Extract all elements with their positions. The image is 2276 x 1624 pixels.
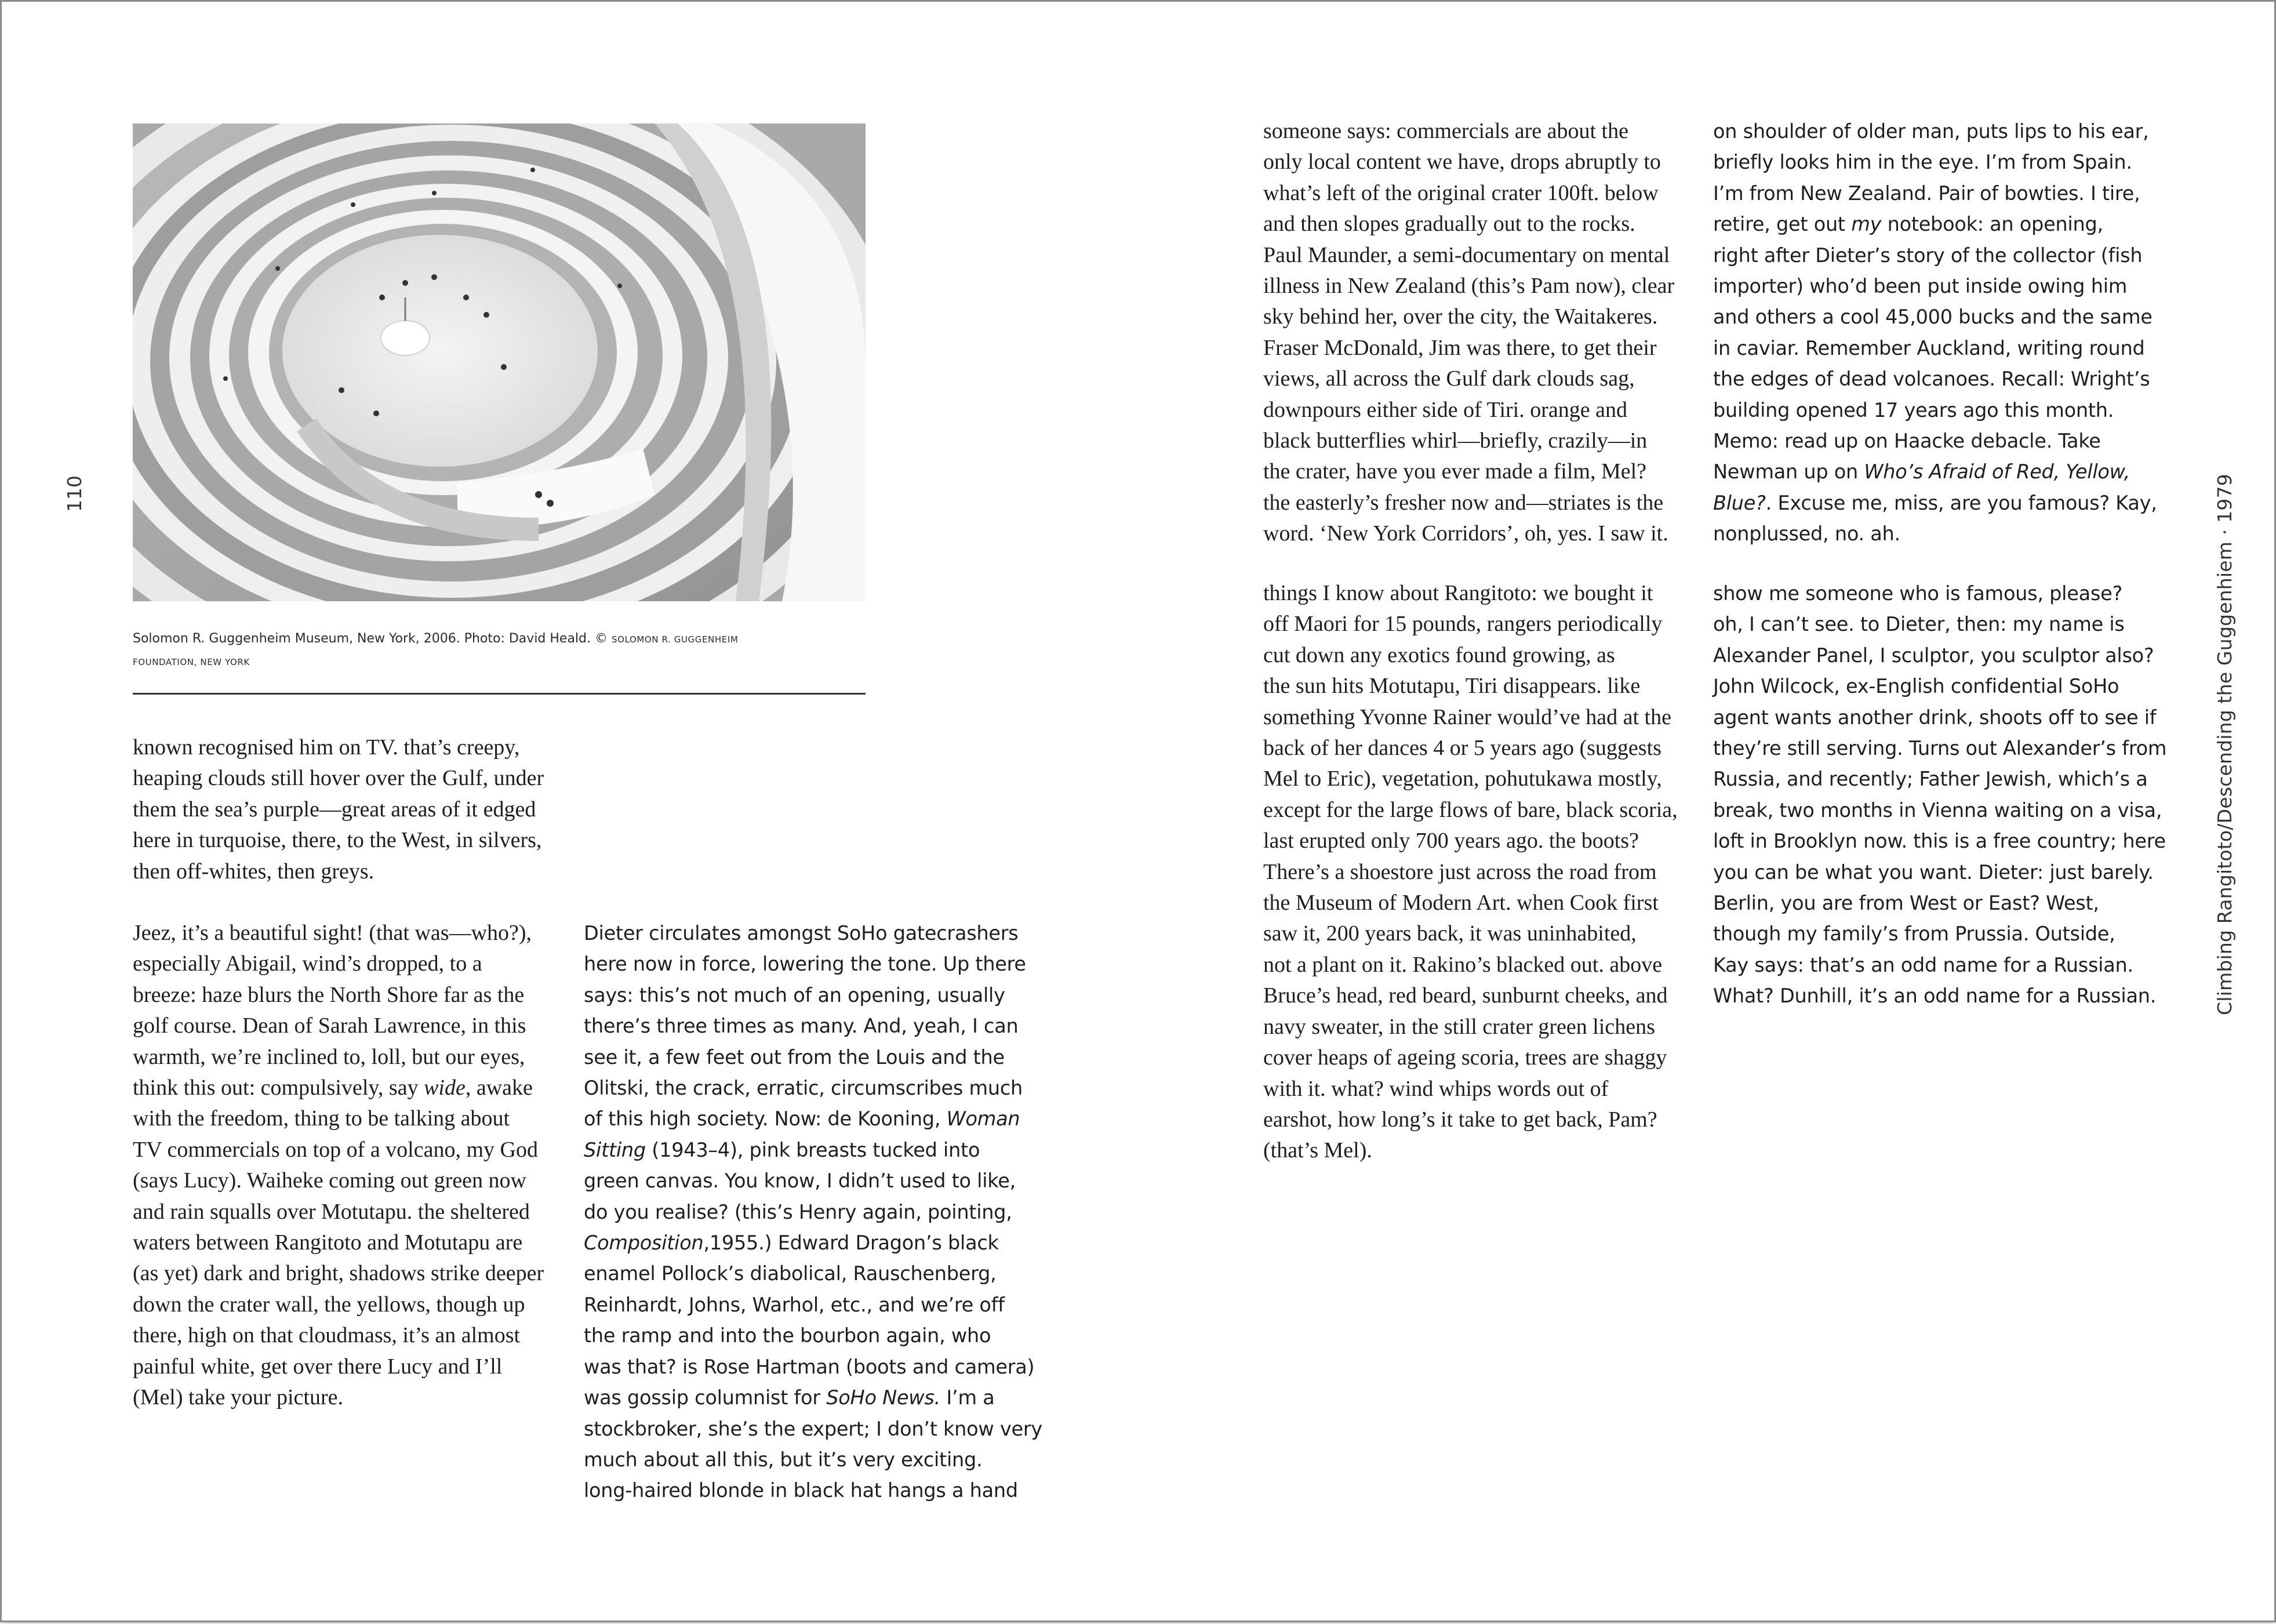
right-col2-para1-c: . Excuse me, miss, are you famous? Kay, nonplussed, no. ah. — [1713, 491, 2157, 546]
left-col2-italic-1: Woman Sitting — [584, 1107, 1020, 1161]
right-col1-para1: someone says: commercials are about the only local content we have, drops abruptly to what’s left of the original crater 100ft. below and then slopes gradually out to the rocks. Paul Maunder, a semi-documentary on mental illness in New Zealand (this’s Pam now), clear sky behind her, over the city, the Waitakeres. Fraser McDonald, Jim was there, to get their views, all across the Gulf dark clouds sag, downpours either side of Tiri. orange and black butterflies whirl—briefly, crazily—in the crater, have you ever made a film, Mel? the easterly’s fresher now and—striates is the word. ‘New York Corridors’, oh, yes. I saw it. — [1263, 119, 1675, 546]
left-col1-para2-italic: wide — [424, 1076, 466, 1100]
guggenheim-photo — [133, 123, 866, 601]
caption-rule — [133, 693, 866, 695]
left-page — [2, 2, 1140, 1624]
right-col2-para1-b: notebook: an opening, right after Dieter’s story of the collector (fish importer) who’d been put inside owing him and others a cool 45,000 bucks and the same in caviar. Remember Auckland, writing round the edges of dead volcanoes. Recall: Wright’s building opened 17 years ago this month. Memo: read up on Haacke debacle. Take Newman up on — [1713, 213, 2153, 484]
right-col2-para1 — [1713, 116, 2157, 550]
left-col2-text — [584, 918, 1042, 1506]
caption-text: Solomon R. Guggenheim Museum, New York, 2006. Photo: David Heald. © — [133, 631, 612, 646]
left-col2-b: (1943–4), pink breasts tucked into green canvas. You know, I didn’t used to like, do you realise? (this’s Henry again, pointing, — [584, 1138, 1016, 1223]
right-col2-para1-italic-1: my — [1851, 213, 1882, 236]
running-head: Climbing Rangitoto/Descending the Guggenhiem · 1979 — [2213, 474, 2236, 1015]
left-col2-italic-2: Composition — [584, 1231, 704, 1255]
left-col2-a: Dieter circulates amongst SoHo gatecrashers here now in force, lowering the tone. Up there says: this’s not much of an opening, usually there’s three times as many. And, yeah, I can see it, a few feet out from the Louis and the Olitski, the crack, erratic, circumscribes much of this high society. Now: de Kooning, — [584, 922, 1026, 1131]
left-col2-d: I’m a stockbroker, she’s the expert; I don’t know very much about all this, but it’s very exciting. long-haired blonde in black hat hangs a hand — [584, 1386, 1042, 1502]
left-col2-c: ,1955.) Edward Dragon’s black enamel Pollock’s diabolical, Rauschenberg, Reinhardt, Johns, Warhol, etc., and we’re off the ramp and into the bourbon again, who was that? is Rose Hartman (boots and camera) was gossip columnist for — [584, 1231, 1035, 1409]
left-col1-para2 — [133, 918, 544, 1414]
photo-caption — [133, 628, 866, 673]
right-col2-para1-italic-2: Who’s Afraid of Red, Yellow, Blue? — [1713, 460, 2130, 514]
left-col1-para2-a: Jeez, it’s a beautiful sight! (that was—who?), especially Abigail, wind’s dropped, to a breeze: haze blurs the North Shore far as the golf course. Dean of Sarah Lawrence, in this warmth, we’re inclined to, loll, but our eyes, think this out: compulsively, say — [133, 921, 532, 1100]
guggenheim-rotunda-image — [133, 123, 866, 601]
left-col1-para1: known recognised him on TV. that’s creepy, heaping clouds still hover over the Gulf, under them the sea’s purple—great areas of it edged here in turquoise, there, to the West, in silvers, then off-whites, then greys. — [133, 735, 544, 884]
caption-credit-small-caps-2: FOUNDATION, NEW YORK — [133, 657, 250, 667]
caption-credit-small-caps: SOLOMON R. GUGGENHEIM — [612, 634, 739, 645]
right-page — [1140, 2, 2276, 1624]
right-col2-para2: show me someone who is famous, please? oh, I can’t see. to Dieter, then: my name is Alexander Panel, I sculptor, you sculptor also? John Wilcock, ex-English confidential SoHo agent wants another drink, shoots off to see if they’re still serving. Turns out Alexander’s from Russia, and recently; Father Jewish, which’s a break, two months in Vienna waiting on a visa, loft in Brooklyn now. this is a free country; here you can be what you want. Dieter: just barely. Berlin, you are from West or East? West, though my family’s from Prussia. Outside, Kay says: that’s an odd name for a Russian. What? Dunhill, it’s an odd name for a Russian. — [1713, 582, 2167, 1008]
right-col1-para2: things I know about Rangitoto: we bought it off Maori for 15 pounds, rangers periodically cut down any exotics found growing, as the sun hits Motutapu, Tiri disappears. like something Yvonne Rainer would’ve had at the back of her dances 4 or 5 years ago (suggests Mel to Eric), vegetation, pohutukawa mostly, except for the large flows of bare, black scoria, last erupted only 700 years ago. the boots? There’s a shoestore just across the road from the Museum of Modern Art. when Cook first saw it, 200 years back, it was uninhabited, not a plant on it. Rakino’s blacked out. above Bruce’s head, red beard, sunburnt cheeks, and navy sweater, in the still crater green lichens cover heaps of ageing scoria, trees are shaggy with it. what? wind whips words out of earshot, how long’s it take to get back, Pam? (that’s Mel). — [1263, 581, 1678, 1163]
page-number: 110 — [63, 475, 86, 512]
left-col2-italic-3: SoHo News. — [826, 1386, 941, 1409]
right-col2-para1-a: on shoulder of older man, puts lips to his ear, briefly looks him in the eye. I’m from Spain. I’m from New Zealand. Pair of bowties. I tire, retire, get out — [1713, 120, 2149, 236]
left-col1-para2-b: , awake with the freedom, thing to be talking about TV commercials on top of a volcano, my God (says Lucy). Waiheke coming out green now and rain squalls over Motutapu. the sheltered waters between Rangitoto and Motutapu are (as yet) dark and bright, shadows strike deeper down the crater wall, the yellows, though up there, high on that cloudmass, it’s an almost painful white, get over there Lucy and I’ll (Mel) take your picture. — [133, 1076, 544, 1410]
